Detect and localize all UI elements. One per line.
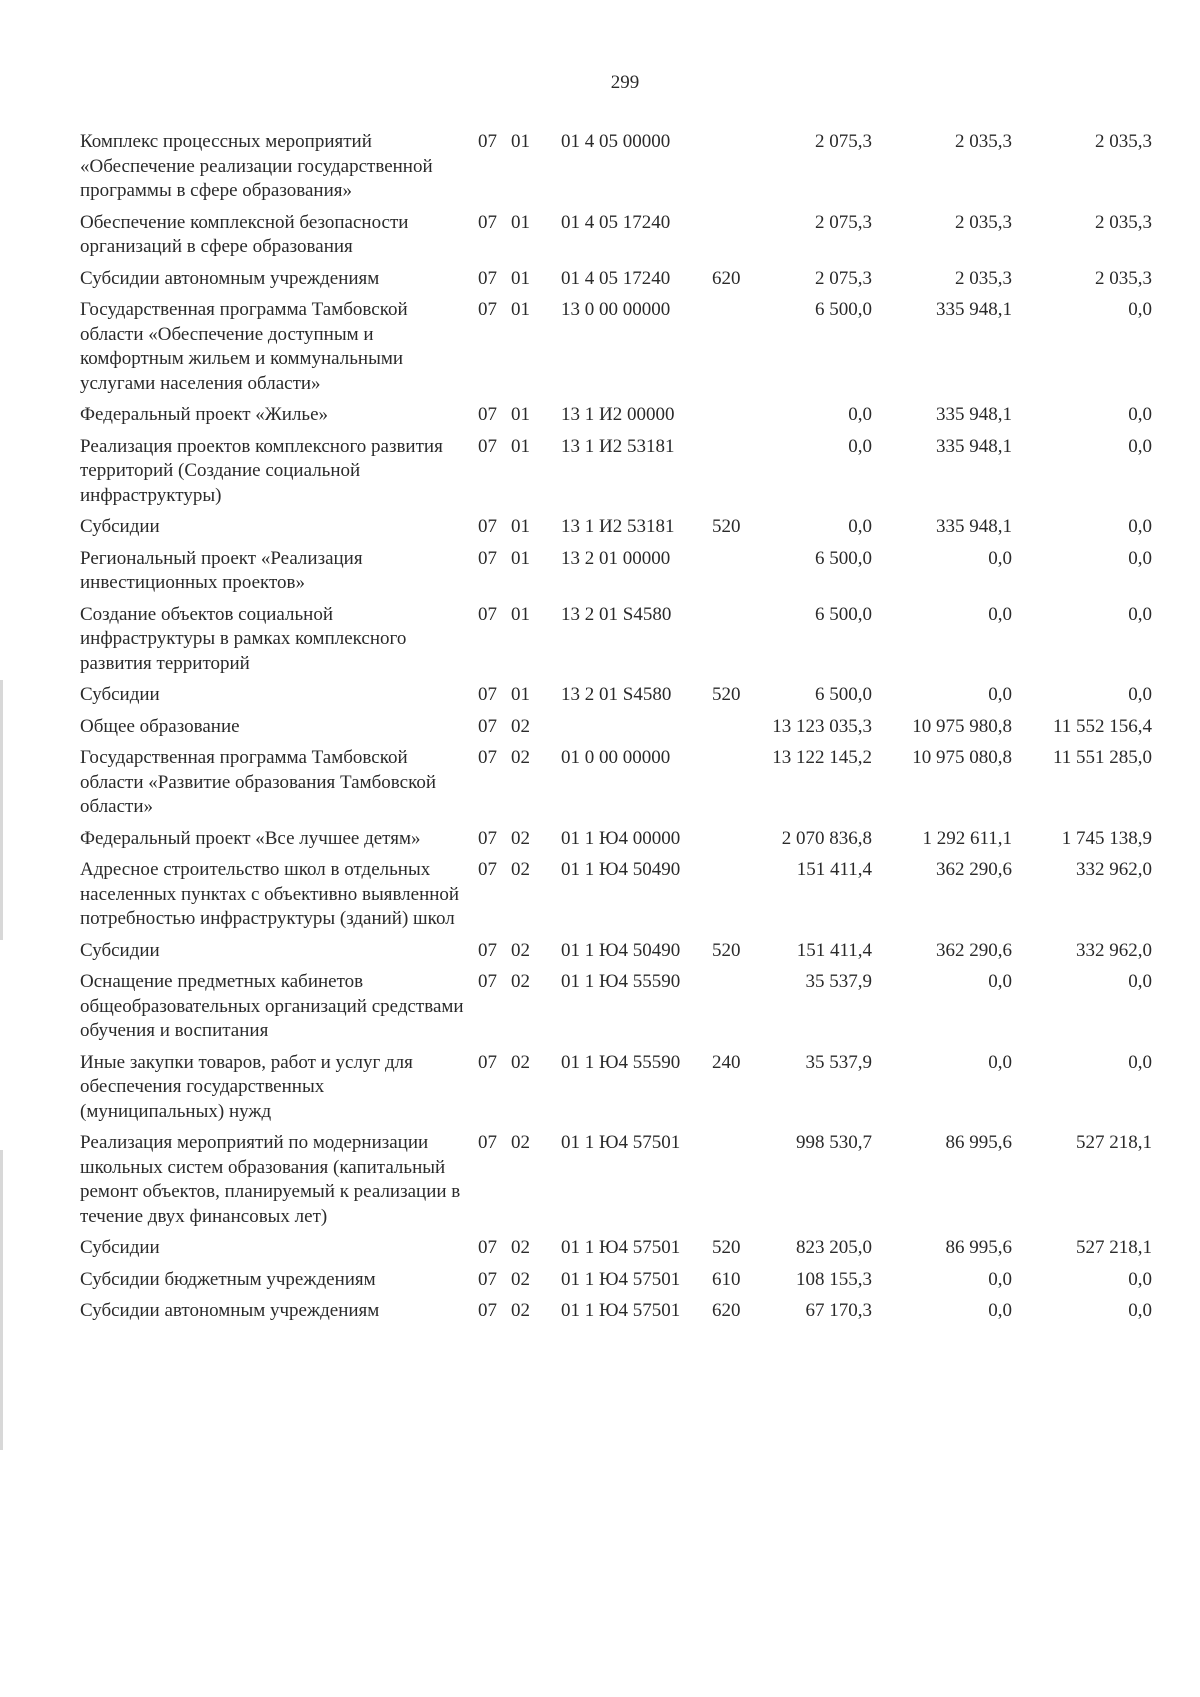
row-section: 07 <box>478 299 497 320</box>
row-value-3: 0,0 <box>1128 516 1152 537</box>
table-row <box>80 435 1170 509</box>
row-subsection: 02 <box>511 939 530 961</box>
row-value-1: 35 537,9 <box>805 1051 872 1073</box>
row-section: 07 <box>478 827 497 849</box>
row-value-1: 2 070 836,8 <box>781 827 872 849</box>
row-subsection: 02 <box>511 971 530 992</box>
row-section: 07 <box>478 211 497 233</box>
table-row <box>80 547 1170 596</box>
row-value-2: 0,0 <box>988 547 1012 569</box>
row-value-3: 0,0 <box>1128 435 1152 457</box>
row-target-code: 13 2 01 S4580 <box>561 684 672 705</box>
row-name: Региональный проект «Реализация инвестиционных проектов» <box>80 547 363 593</box>
row-subsection: 01 <box>511 404 530 425</box>
row-target-code: 13 0 00 00000 <box>561 299 671 320</box>
row-target-code: 13 1 И2 00000 <box>561 404 675 425</box>
row-value-3: 332 962,0 <box>1076 859 1152 880</box>
row-name: Федеральный проект «Все лучшее детям» <box>80 827 421 849</box>
row-section: 07 <box>478 603 497 625</box>
row-value-2: 1 292 611,1 <box>922 827 1012 849</box>
row-name: Иные закупки товаров, работ и услуг для обеспечения государственных (муниципальных) нужд <box>80 1051 413 1122</box>
table-row <box>80 515 1170 540</box>
row-name: Общее образование <box>80 715 240 737</box>
row-expense-type: 520 <box>712 684 741 705</box>
row-value-3: 0,0 <box>1128 971 1152 992</box>
row-value-1: 6 500,0 <box>815 547 872 569</box>
row-section: 07 <box>478 939 497 961</box>
row-value-1: 35 537,9 <box>805 971 872 992</box>
row-value-3: 0,0 <box>1128 299 1152 320</box>
row-subsection: 02 <box>511 1132 530 1153</box>
row-expense-type: 620 <box>712 1300 741 1321</box>
scan-edge-mark <box>0 1150 3 1450</box>
row-target-code: 01 1 Ю4 00000 <box>561 827 681 849</box>
row-target-code: 01 1 Ю4 57501 <box>561 1237 681 1258</box>
row-value-1: 13 123 035,3 <box>772 715 872 737</box>
row-target-code: 01 1 Ю4 50490 <box>561 939 681 961</box>
row-target-code: 01 1 Ю4 57501 <box>561 1300 681 1321</box>
row-target-code: 01 1 Ю4 55590 <box>561 1051 681 1073</box>
scan-edge-mark <box>0 680 3 940</box>
row-subsection: 02 <box>511 859 530 880</box>
row-target-code: 01 1 Ю4 50490 <box>561 859 681 880</box>
table-row <box>80 1268 1170 1293</box>
table-row <box>80 746 1170 820</box>
row-value-3: 0,0 <box>1128 603 1152 625</box>
row-value-1: 151 411,4 <box>796 939 872 961</box>
row-value-1: 0,0 <box>848 516 872 537</box>
row-expense-type: 520 <box>712 1237 741 1258</box>
row-value-1: 6 500,0 <box>815 299 872 320</box>
row-subsection: 02 <box>511 1237 530 1258</box>
row-expense-type: 520 <box>712 939 741 961</box>
row-value-2: 362 290,6 <box>936 859 1012 880</box>
row-value-2: 362 290,6 <box>936 939 1012 961</box>
row-name: Субсидии <box>80 684 160 705</box>
row-subsection: 01 <box>511 516 530 537</box>
row-value-2: 10 975 080,8 <box>912 747 1012 768</box>
row-target-code: 01 1 Ю4 55590 <box>561 971 681 992</box>
page-number: 299 <box>610 72 640 93</box>
row-target-code: 01 1 Ю4 57501 <box>561 1268 681 1290</box>
row-subsection: 01 <box>511 435 530 457</box>
row-subsection: 01 <box>511 547 530 569</box>
row-name: Государственная программа Тамбовской области «Развитие образования Тамбовской области» <box>80 747 437 817</box>
row-value-1: 998 530,7 <box>796 1132 872 1153</box>
row-section: 07 <box>478 747 497 768</box>
row-expense-type: 610 <box>712 1268 741 1290</box>
row-value-1: 2 075,3 <box>815 267 872 289</box>
table-row <box>80 130 1170 204</box>
row-value-3: 0,0 <box>1128 547 1152 569</box>
table-row <box>80 1131 1170 1229</box>
row-section: 07 <box>478 859 497 880</box>
row-name: Государственная программа Тамбовской области «Обеспечение доступным и комфортным жильем и коммунальными услугами населения области» <box>80 299 408 394</box>
row-subsection: 01 <box>511 299 530 320</box>
row-value-3: 11 551 285,0 <box>1052 747 1152 768</box>
row-value-1: 151 411,4 <box>796 859 872 880</box>
row-value-3: 2 035,3 <box>1095 131 1152 152</box>
row-name: Адресное строительство школ в отдельных населенных пунктах с объективно выявленной потребностью инфраструктуры (зданий) школ <box>80 859 460 929</box>
row-value-2: 86 995,6 <box>945 1132 1012 1153</box>
row-value-3: 11 552 156,4 <box>1052 715 1152 737</box>
table-row <box>80 858 1170 932</box>
row-value-3: 2 035,3 <box>1095 211 1152 233</box>
table-row <box>80 603 1170 677</box>
row-value-2: 0,0 <box>988 1051 1012 1073</box>
table-row <box>80 1051 1170 1125</box>
row-subsection: 02 <box>511 715 530 737</box>
row-value-1: 6 500,0 <box>815 684 872 705</box>
table-row <box>80 715 1170 740</box>
row-name: Субсидии автономным учреждениям <box>80 1300 380 1321</box>
row-section: 07 <box>478 1268 497 1290</box>
row-value-2: 0,0 <box>988 971 1012 992</box>
table-row <box>80 211 1170 260</box>
row-value-2: 0,0 <box>988 684 1012 705</box>
row-section: 07 <box>478 404 497 425</box>
row-subsection: 02 <box>511 1051 530 1073</box>
row-subsection: 01 <box>511 211 530 233</box>
row-section: 07 <box>478 971 497 992</box>
row-value-3: 0,0 <box>1128 684 1152 705</box>
row-value-1: 67 170,3 <box>805 1300 872 1321</box>
row-value-2: 0,0 <box>988 1300 1012 1321</box>
row-value-2: 0,0 <box>988 603 1012 625</box>
row-subsection: 01 <box>511 267 530 289</box>
row-name: Оснащение предметных кабинетов общеобразовательных организаций средствами обучения и воспитания <box>80 971 464 1041</box>
row-name: Субсидии <box>80 516 160 537</box>
row-value-2: 86 995,6 <box>945 1237 1012 1258</box>
row-value-2: 2 035,3 <box>955 131 1012 152</box>
row-value-1: 108 155,3 <box>796 1268 872 1290</box>
table-row <box>80 298 1170 396</box>
row-value-3: 0,0 <box>1128 1268 1152 1290</box>
row-name: Субсидии бюджетным учреждениям <box>80 1268 376 1290</box>
row-value-1: 2 075,3 <box>815 131 872 152</box>
row-value-3: 0,0 <box>1128 1300 1152 1321</box>
row-name: Создание объектов социальной инфраструктуры в рамках комплексного развития территорий <box>80 603 407 674</box>
row-section: 07 <box>478 547 497 569</box>
table-row <box>80 827 1170 852</box>
table-row <box>80 939 1170 964</box>
row-value-1: 13 122 145,2 <box>772 747 872 768</box>
row-section: 07 <box>478 131 497 152</box>
table-row <box>80 1236 1170 1261</box>
row-value-1: 6 500,0 <box>815 603 872 625</box>
row-subsection: 02 <box>511 1268 530 1290</box>
row-value-3: 1 745 138,9 <box>1061 827 1152 849</box>
table-row <box>80 1299 1170 1324</box>
row-section: 07 <box>478 1051 497 1073</box>
row-target-code: 01 1 Ю4 57501 <box>561 1132 681 1153</box>
row-subsection: 01 <box>511 684 530 705</box>
row-value-2: 335 948,1 <box>936 516 1012 537</box>
row-section: 07 <box>478 435 497 457</box>
row-value-3: 527 218,1 <box>1076 1237 1152 1258</box>
row-value-3: 0,0 <box>1128 404 1152 425</box>
row-value-3: 2 035,3 <box>1095 267 1152 289</box>
row-section: 07 <box>478 1132 497 1153</box>
row-name: Реализация мероприятий по модернизации школьных систем образования (капитальный ремонт объектов, планируемый к реализации в течение двух финансовых лет) <box>80 1132 461 1227</box>
row-value-1: 0,0 <box>848 435 872 457</box>
row-value-2: 335 948,1 <box>936 404 1012 425</box>
row-value-1: 2 075,3 <box>815 211 872 233</box>
row-name: Комплекс процессных мероприятий «Обеспечение реализации государственной программы в сфере образования» <box>80 131 433 201</box>
row-section: 07 <box>478 516 497 537</box>
row-value-3: 527 218,1 <box>1076 1132 1152 1153</box>
row-target-code: 13 1 И2 53181 <box>561 435 675 457</box>
row-value-3: 332 962,0 <box>1076 939 1152 961</box>
row-section: 07 <box>478 715 497 737</box>
row-value-1: 823 205,0 <box>796 1237 872 1258</box>
row-value-2: 2 035,3 <box>955 267 1012 289</box>
table-row <box>80 970 1170 1044</box>
row-subsection: 01 <box>511 131 530 152</box>
row-section: 07 <box>478 684 497 705</box>
row-subsection: 01 <box>511 603 530 625</box>
row-value-2: 335 948,1 <box>936 435 1012 457</box>
row-value-2: 2 035,3 <box>955 211 1012 233</box>
row-target-code: 01 4 05 17240 <box>561 211 671 233</box>
row-target-code: 01 0 00 00000 <box>561 747 671 768</box>
row-target-code: 13 2 01 S4580 <box>561 603 672 625</box>
row-section: 07 <box>478 267 497 289</box>
table-row <box>80 683 1170 708</box>
table-row <box>80 267 1170 292</box>
row-value-2: 335 948,1 <box>936 299 1012 320</box>
row-value-3: 0,0 <box>1128 1051 1152 1073</box>
row-target-code: 13 1 И2 53181 <box>561 516 675 537</box>
row-name: Реализация проектов комплексного развития территорий (Создание социальной инфраструктуры) <box>80 435 443 506</box>
budget-table <box>80 130 1170 1331</box>
row-name: Обеспечение комплексной безопасности организаций в сфере образования <box>80 211 409 257</box>
row-expense-type: 240 <box>712 1051 741 1073</box>
row-target-code: 13 2 01 00000 <box>561 547 671 569</box>
row-name: Субсидии <box>80 939 160 961</box>
row-target-code: 01 4 05 00000 <box>561 131 671 152</box>
row-value-1: 0,0 <box>848 404 872 425</box>
row-section: 07 <box>478 1300 497 1321</box>
row-subsection: 02 <box>511 827 530 849</box>
row-name: Федеральный проект «Жилье» <box>80 404 329 425</box>
row-section: 07 <box>478 1237 497 1258</box>
row-name: Субсидии автономным учреждениям <box>80 267 380 289</box>
table-row <box>80 403 1170 428</box>
row-expense-type: 520 <box>712 516 741 537</box>
row-subsection: 02 <box>511 1300 530 1321</box>
row-name: Субсидии <box>80 1237 160 1258</box>
row-value-2: 10 975 980,8 <box>912 715 1012 737</box>
row-expense-type: 620 <box>712 267 741 289</box>
row-value-2: 0,0 <box>988 1268 1012 1290</box>
row-target-code: 01 4 05 17240 <box>561 267 671 289</box>
row-subsection: 02 <box>511 747 530 768</box>
